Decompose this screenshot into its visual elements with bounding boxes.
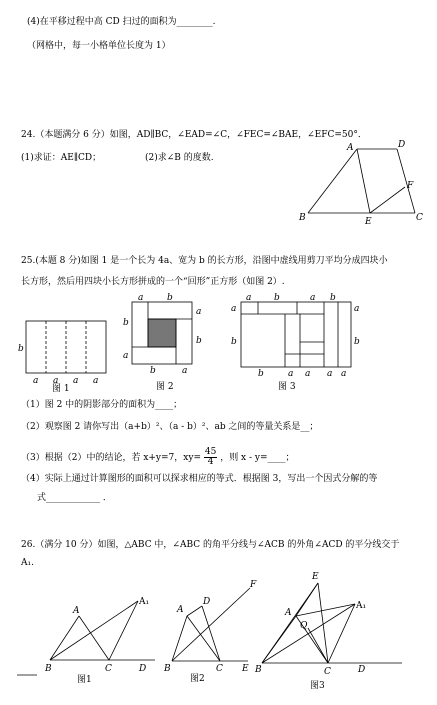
q25-part3-post: ，则 x - y=____； bbox=[220, 453, 295, 463]
q24-part1: (1)求证：AE∥CD； bbox=[21, 153, 102, 163]
q24-label-f: F bbox=[407, 181, 414, 191]
q26f3-label-a1: A₁ bbox=[356, 601, 367, 611]
fig3-label-4: b bbox=[330, 293, 336, 303]
q26f2-label-f: F bbox=[250, 580, 257, 590]
q26f2-label-c: C bbox=[216, 664, 223, 674]
q26-stem-line1: 26.（满分 10 分）如图，△ABC 中，∠ABC 的角平分线与∠ACB 的外角∠ACD 的平分线交于 bbox=[21, 540, 400, 550]
fig3-caption: 图 3 bbox=[278, 382, 296, 392]
fig3-label-9: a bbox=[288, 369, 294, 379]
q24-label-a: A bbox=[347, 143, 354, 153]
q23-part4: (4)在平移过程中高 CD 扫过的面积为________. bbox=[27, 17, 216, 27]
q25-part4-line2: 式____________ ． bbox=[37, 493, 112, 503]
q25-part3 bbox=[21, 448, 295, 467]
fig2-label-top-a: a bbox=[138, 293, 144, 303]
q25-part3-pre: （3）根据（2）中的结论，若 x+y=7，xy= bbox=[21, 453, 201, 463]
q25-fig3 bbox=[228, 292, 358, 392]
q26f1-label-d: D bbox=[139, 664, 147, 674]
q26f3-label-e: E bbox=[312, 572, 319, 582]
q26f3-caption: 图3 bbox=[310, 681, 325, 691]
fig1-caption: 图 1 bbox=[52, 384, 70, 394]
fig2-label-bottom-b: b bbox=[150, 366, 156, 376]
fig3-label-11: b bbox=[258, 369, 264, 379]
fig3-label-13: a bbox=[341, 369, 347, 379]
q26f1-label-b: B bbox=[45, 664, 52, 674]
q24-figure bbox=[295, 138, 425, 230]
q25-fig1 bbox=[15, 310, 110, 394]
q25-stem-line2: 长方形，然后用四块小长方形拼成的一个“回形”正方形（如图 2）. bbox=[21, 277, 285, 287]
q25-part2: （2）观察图 2 请你写出（a+b）²、（a - b）²、ab 之间的等量关系是__； bbox=[21, 422, 319, 432]
q26-fig3 bbox=[252, 568, 412, 698]
fig1-bottom-a4: a bbox=[93, 376, 99, 386]
fig2-label-left-a: a bbox=[123, 351, 129, 361]
q25-fig2 bbox=[120, 292, 210, 392]
fig2-label-top-b: b bbox=[167, 293, 173, 303]
fig2-label-right-a: a bbox=[196, 307, 202, 317]
fig3-label-2: b bbox=[274, 293, 280, 303]
q26-fig1 bbox=[15, 590, 165, 685]
q24-label-b: B bbox=[299, 213, 306, 223]
fig3-label-5: a bbox=[231, 304, 237, 314]
q24-label-c: C bbox=[416, 213, 423, 223]
q26f2-label-d: D bbox=[203, 597, 211, 607]
fig2-label-left-b: b bbox=[123, 318, 129, 328]
q25-part4-line1: （4）实际上通过计算图形的面积可以探求相应的等式．根据图 3，写出一个因式分解的等 bbox=[21, 474, 378, 484]
fig3-label-6: b bbox=[231, 337, 237, 347]
fig2-label-right-b: b bbox=[196, 336, 202, 346]
fraction bbox=[204, 448, 217, 467]
fig1-bottom-a2: a bbox=[53, 376, 59, 386]
q26-stem-line2: A₁. bbox=[21, 558, 34, 568]
q26f2-label-a: A bbox=[177, 605, 184, 615]
fig1-bottom-a3: a bbox=[73, 376, 79, 386]
q25-stem-line1: 25.(本题 8 分)如图 1 是一个长为 4a、宽为 b 的长方形，沿图中虚线用剪刀平均分成四块小 bbox=[21, 256, 388, 266]
q26f3-label-b: B bbox=[255, 665, 262, 675]
q26f2-caption: 图2 bbox=[190, 674, 205, 684]
q26f1-caption: 图1 bbox=[77, 675, 92, 685]
q26f3-label-c: C bbox=[324, 667, 331, 677]
q26f1-label-a: A bbox=[73, 606, 80, 616]
fraction-numerator: 45 bbox=[204, 447, 217, 457]
fig3-label-8: b bbox=[354, 337, 360, 347]
fig3-label-7: a bbox=[354, 304, 360, 314]
q24-stem: 24.（本题满分 6 分）如图，AD∥BC，∠EAD=∠C，∠FEC=∠BAE，∠EFC=50°． bbox=[21, 130, 367, 140]
q26f3-label-q: Q bbox=[300, 621, 308, 631]
fig3-label-3: a bbox=[310, 293, 316, 303]
fig1-bottom-a1: a bbox=[33, 376, 39, 386]
fig1-side-b: b bbox=[18, 344, 24, 354]
q24-label-e: E bbox=[365, 217, 372, 227]
fig2-caption: 图 2 bbox=[156, 382, 174, 392]
q26f3-label-a: A bbox=[285, 608, 292, 618]
q26f1-label-a1: A₁ bbox=[139, 597, 150, 607]
q26f3-label-d: D bbox=[358, 665, 366, 675]
q24-part2: (2)求∠B 的度数. bbox=[145, 153, 214, 163]
q24-label-d: D bbox=[398, 140, 406, 150]
fig2-label-bottom-a: a bbox=[182, 366, 188, 376]
fig3-label-1: a bbox=[246, 293, 252, 303]
fig3-label-10: a bbox=[305, 369, 311, 379]
q26f2-label-b: B bbox=[164, 664, 171, 674]
q26f1-label-c: C bbox=[105, 664, 112, 674]
q23-note: （网格中，每一小格单位长度为 1） bbox=[27, 41, 171, 51]
fraction-denominator: 4 bbox=[207, 457, 214, 467]
q25-part1: （1）图 2 中的阴影部分的面积为____； bbox=[21, 400, 183, 410]
q26f2-label-e: E bbox=[242, 664, 249, 674]
q26-fig2 bbox=[160, 578, 260, 683]
fig3-label-12: a bbox=[327, 369, 333, 379]
